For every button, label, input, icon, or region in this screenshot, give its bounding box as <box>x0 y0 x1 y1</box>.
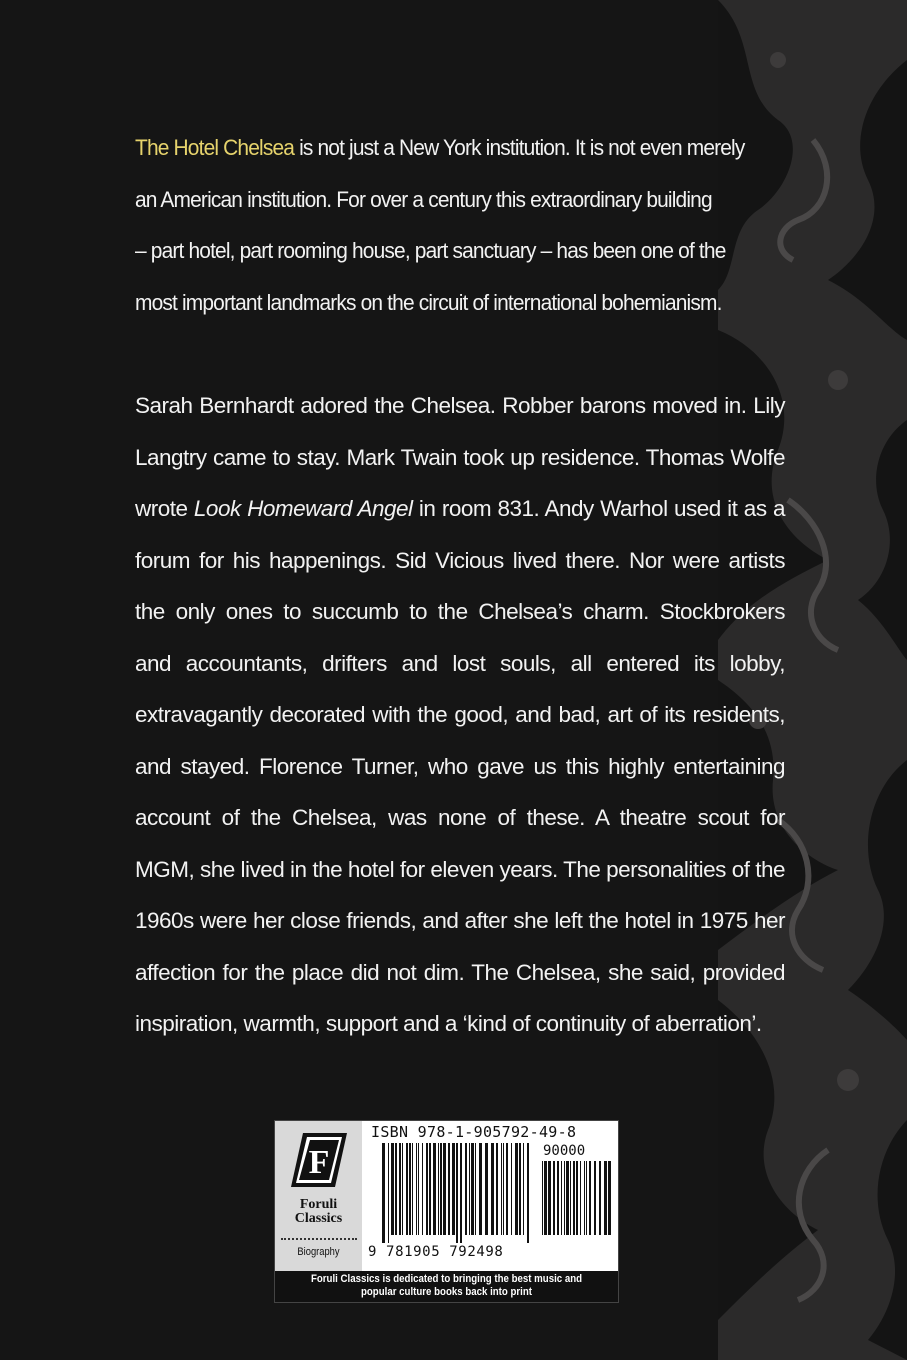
barcode-bar <box>519 1143 521 1235</box>
barcode-bar <box>382 1143 385 1243</box>
genre-label: Biography <box>297 1246 340 1258</box>
barcode-bar <box>557 1161 559 1235</box>
body-line-5: the only ones to succumb to the Chelsea’s charm. Stockbrokers <box>135 599 785 624</box>
body-line-13: inspiration, warmth, support and a ‘kind of continuity of aberration’. <box>135 1011 762 1036</box>
barcode-bar <box>443 1143 446 1235</box>
barcode-bar <box>429 1143 431 1235</box>
ean-digits: 9 781905 792498 <box>368 1244 504 1260</box>
barcode-bar <box>460 1143 462 1243</box>
barcode-bar <box>544 1161 547 1235</box>
ean-barcode <box>382 1143 534 1243</box>
addon-barcode <box>542 1161 612 1243</box>
barcode-bar <box>599 1161 601 1235</box>
barcode-bar <box>523 1143 524 1235</box>
publisher-logo-letter: F <box>308 1144 330 1181</box>
barcode-bar <box>456 1143 458 1243</box>
barcode-bar <box>448 1143 450 1235</box>
barcode-bar <box>426 1143 428 1235</box>
intro-line-2: an American institution. For over a century this extraordinary building <box>135 186 712 212</box>
barcode-bar <box>485 1143 488 1235</box>
barcode-bar <box>566 1161 569 1235</box>
body-line-9: account of the Chelsea, was none of these. A theatre scout for <box>135 805 785 830</box>
barcode-bar <box>506 1143 508 1235</box>
publisher-name <box>275 1198 362 1226</box>
barcode-bar <box>433 1143 436 1235</box>
body-line-8: and stayed. Florence Turner, who gave us this highly entertaining <box>135 753 785 779</box>
barcode-bar <box>511 1143 512 1235</box>
body-line-11: 1960s were her close friends, and after she left the hotel in 1975 her <box>135 908 785 933</box>
barcode-bar <box>515 1143 518 1235</box>
barcode-bar <box>589 1161 591 1235</box>
isbn-label: ISBN 978-1-905792-49-8 <box>371 1123 577 1141</box>
barcode-bar <box>418 1143 419 1235</box>
body-line-6: and accountants, drifters and lost souls, all entered its lobby, <box>135 650 785 676</box>
body-line-7: extravagantly decorated with the good, and bad, art of its residents, <box>135 702 785 727</box>
tagline-line-2: popular culture books back into print <box>360 1286 533 1298</box>
barcode-bar <box>416 1143 417 1235</box>
barcode-bar <box>584 1161 585 1235</box>
publisher-tagline <box>275 1271 618 1302</box>
barcode-bar <box>409 1143 411 1235</box>
body-paragraph <box>135 380 785 1050</box>
barcode-bar <box>564 1161 565 1235</box>
barcode-bar <box>469 1143 470 1235</box>
barcode-bar <box>594 1161 596 1235</box>
barcode-bar <box>440 1143 442 1235</box>
body-line-1: Sarah Bernhardt adored the Chelsea. Robber barons moved in. Lily <box>135 393 785 418</box>
barcode-bar <box>548 1161 551 1235</box>
barcode-bar <box>406 1143 408 1235</box>
intro-paragraph <box>135 122 786 328</box>
publisher-logo-icon <box>289 1131 349 1191</box>
body-line-4: forum for his happenings. Sid Vicious lived there. Nor were artists <box>135 547 785 573</box>
intro-line-3: – part hotel, part rooming house, part sanctuary – has been one of the <box>135 238 726 263</box>
barcode-bar <box>402 1143 403 1235</box>
body-line-10: MGM, she lived in the hotel for eleven years. The personalities of the <box>135 856 785 882</box>
barcode-bar <box>422 1143 423 1235</box>
body-line-12: affection for the place did not dim. The Chelsea, she said, provided <box>135 959 785 985</box>
barcode-bar <box>388 1143 389 1243</box>
publisher-name-line-1: Foruli <box>299 1197 338 1212</box>
barcode-bar <box>479 1143 482 1235</box>
barcode-panel <box>274 1120 619 1303</box>
barcode-bar <box>475 1143 476 1235</box>
barcode-bar <box>399 1143 401 1235</box>
barcode-bar <box>395 1143 397 1235</box>
publisher-panel <box>275 1121 362 1271</box>
barcode-bar <box>604 1161 607 1235</box>
barcode-bar <box>471 1143 474 1235</box>
barcode-bar <box>503 1143 504 1235</box>
barcode-bar <box>580 1161 581 1235</box>
hotel-name-highlight: The Hotel Chelsea <box>135 135 295 160</box>
barcode-bar <box>465 1143 467 1235</box>
body-line-2: Langtry came to stay. Mark Twain took up residence. Thomas Wolfe <box>135 444 785 470</box>
barcode-bar <box>452 1143 455 1235</box>
barcode-bar <box>570 1161 571 1235</box>
barcode-bar <box>491 1143 494 1235</box>
barcode-bar <box>412 1143 413 1235</box>
publisher-name-line-2: Classics <box>294 1211 343 1226</box>
intro-line-1: is not just a New York institution. It is not even merely <box>294 135 745 160</box>
body-line-3 <box>135 483 785 535</box>
barcode-bar <box>438 1143 439 1235</box>
barcode-bar <box>542 1161 543 1235</box>
barcode-bar <box>576 1161 578 1235</box>
price-code: 90000 <box>543 1143 586 1159</box>
barcode-bar <box>573 1161 575 1235</box>
dotted-divider <box>281 1238 357 1240</box>
barcode-bar <box>553 1161 555 1235</box>
body-line-3-pre: wrote <box>135 496 194 521</box>
barcode-bar <box>561 1161 562 1235</box>
book-title: Look Homeward Angel <box>193 496 413 521</box>
tagline-line-1: Foruli Classics is dedicated to bringing the best music and <box>310 1273 583 1285</box>
barcode-bar <box>501 1143 502 1235</box>
body-line-3-post: in room 831. Andy Warhol used it as a <box>412 496 785 521</box>
barcode-bar <box>608 1161 611 1235</box>
barcode-bar <box>496 1143 498 1235</box>
intro-line-4: most important landmarks on the circuit of international bohemianism. <box>135 289 722 315</box>
barcode-bar <box>586 1161 587 1235</box>
barcode-bar <box>391 1143 394 1235</box>
barcode-bar <box>527 1143 529 1243</box>
